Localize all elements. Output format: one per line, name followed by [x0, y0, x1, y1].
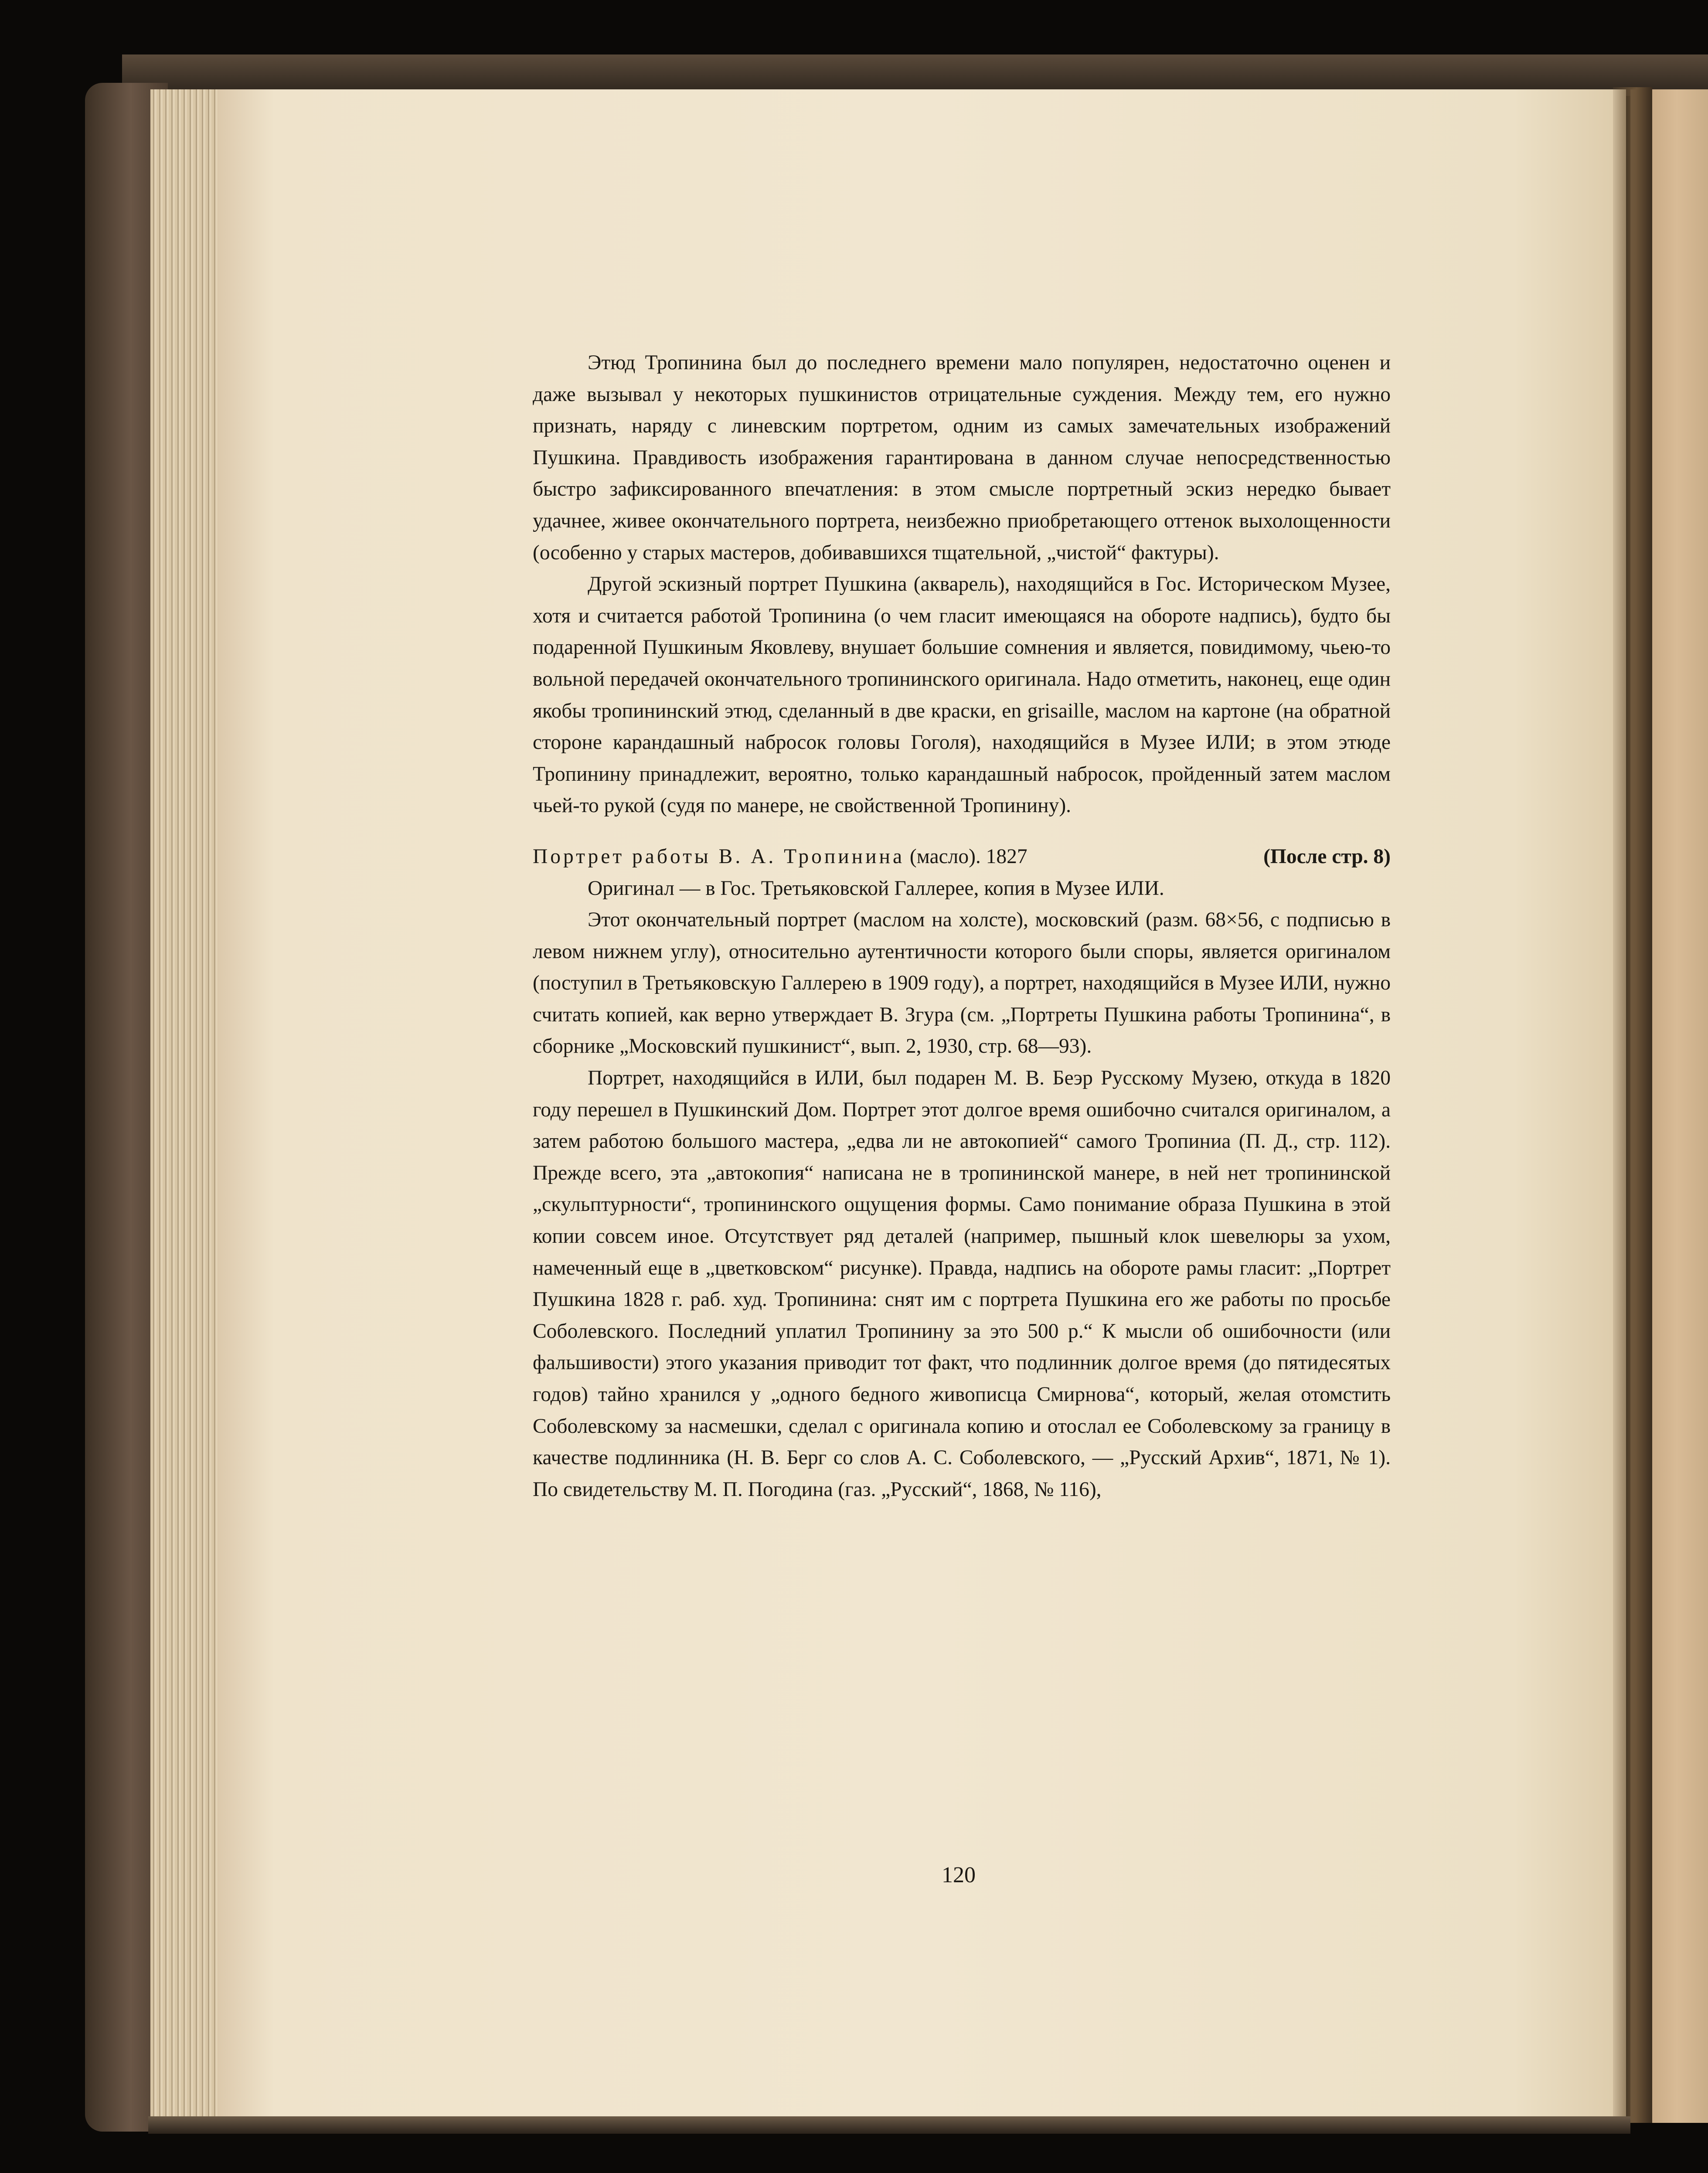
- paragraph: Другой эскизный портрет Пушкина (акварель), находящийся в Гос. Историческом Музее, хотя и считается работой Тропинина (о чем гласит имеющаяся на обороте надпись), будто бы подаренной Пушкиным Яковлеву, внушает большие сомнения и является, повидимому, чьею-то вольной передачей окончательного тропининского оригинала. Надо отметить, наконец, еще один якобы тропининский этюд, сделанный в две краски, en grisaille, маслом на картоне (на обратной стороне карандашный набросок головы Гоголя), находящийся в Музее ИЛИ; в этом этюде Тропинину принадлежит, вероятно, только карандашный набросок, пройденный затем маслом чьей-то рукой (судя по манере, не свойственной Тропинину).: [533, 573, 1391, 817]
- plate-placement: (После стр. 8): [1263, 845, 1391, 868]
- heading-medium: (масло). 1827: [909, 845, 1028, 868]
- paragraph: Этот окончательный портрет (маслом на холсте), московский (разм. 68×56, с подписью в левом нижнем углу), относительно аутентичности которого были споры, является оригиналом (поступил в Третьяковскую Галлерею в 1909 году), а портрет, находящийся в Музее ИЛИ, нужно считать копией, как верно утверждает В. Згура (см. „Портреты Пушкина работы Тропинина“, в сборнике „Московский пушкинист“, вып. 2, 1930, стр. 68—93).: [533, 908, 1391, 1058]
- paragraph: Портрет, находящийся в ИЛИ, был подарен М. В. Беэр Русскому Музею, откуда в 1820 году перешел в Пушкинский Дом. Портрет этот долгое время ошибочно считался оригиналом, а затем работою большого мастера, „едва ли не автокопией“ самого Тропиниа (П. Д., стр. 112). Прежде всего, эта „автокопия“ написана не в тропининской манере, в ней нет тропининской „скульптурности“, тропининского ощущения формы. Само понимание образа Пушкина в этой копии совсем иное. Отсутствует ряд деталей (например, пышный клок шевелюры за ухом, намеченный еще в „цветковском“ рисунке). Правда, надпись на обороте рамы гласит: „Портрет Пушкина 1828 г. раб. худ. Тропинина: снят им с портрета Пушкина его же работы по просьбе Соболевского. Последний уплатил Тропинину за это 500 р.“ К мысли об ошибочности (или фальшивости) этого указания приводит тот факт, что подлинник долгое время (до пятидесятых годов) тайно хранился у „одного бедного живописца Смирнова“, который, желая отомстить Соболевскому за насмешки, сделал с оригинала копию и отослал ее Соболевскому за границу в качестве подлинника (Н. В. Берг со слов А. С. Соболевского, — „Русский Архив“, 1871, № 1). По свидетельству М. П. Погодина (газ. „Русский“, 1868, № 116),: [533, 1067, 1391, 1501]
- book-bottom-edge: [148, 2116, 1630, 2134]
- spine-shadow: [1613, 87, 1652, 2123]
- page-stack-edges: [150, 89, 229, 2119]
- paragraph: Этюд Тропинина был до последнего времени мало популярен, недостаточно оценен и даже вызывал у некоторых пушкинистов отрицательные суждения. Между тем, его нужно признать, наряду с линевским портретом, одним из самых замечательных изображений Пушкина. Правдивость изображения гарантирована в данном случае непосредственностью быстро зафиксированного впечатления: в этом смысле портретный эскиз нередко бывает удачнее, живее окончательного портрета, неизбежно приобретающего оттенок выхолощенности (особенно у старых мастеров, добивавшихся тщательной, „чистой“ фактуры).: [533, 351, 1391, 564]
- heading-title: [533, 841, 1028, 873]
- heading-title-spaced: Портрет работы В. А. Тропинина: [533, 845, 905, 868]
- body-text: [533, 347, 1391, 1505]
- paragraph: Оригинал — в Гос. Третьяковской Галлерее, копия в Музее ИЛИ.: [588, 877, 1164, 900]
- page-number: 120: [942, 1863, 976, 1887]
- section-heading: [533, 841, 1391, 873]
